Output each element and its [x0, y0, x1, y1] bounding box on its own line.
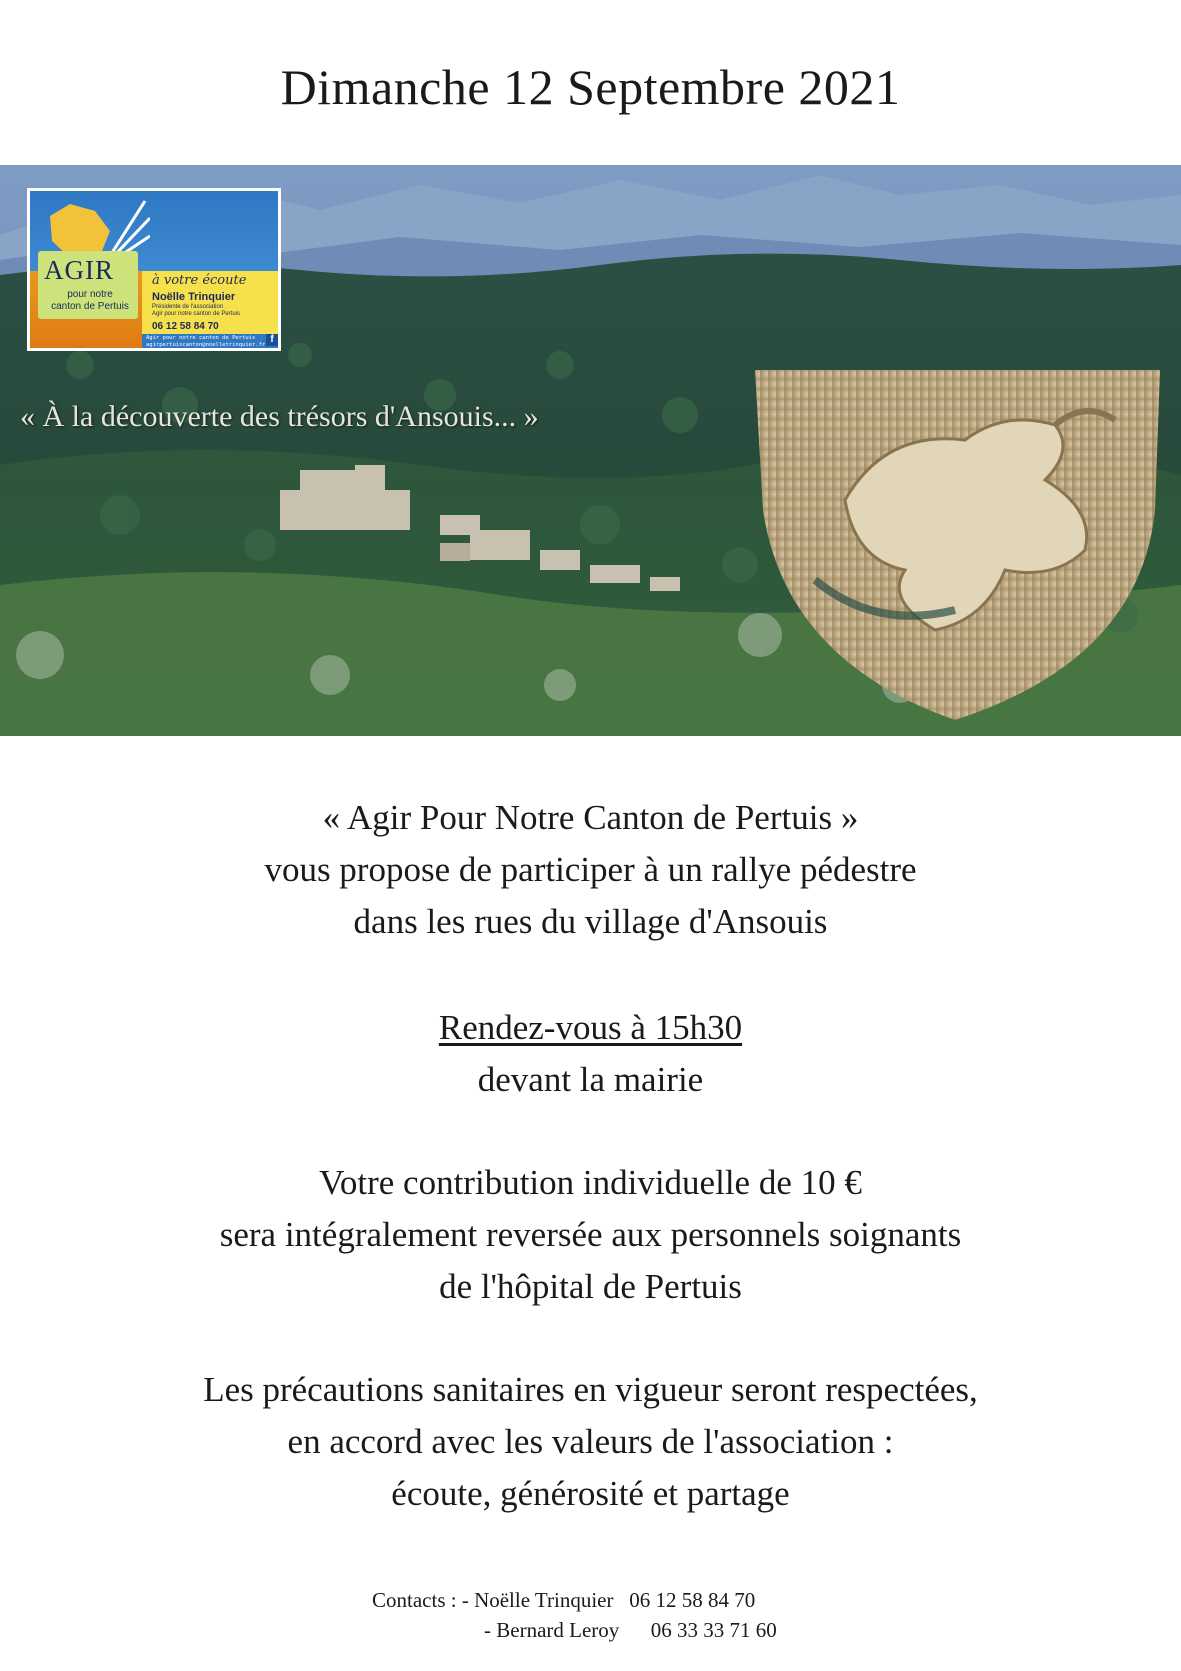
association-logo — [27, 188, 281, 351]
meeting-paragraph — [0, 1002, 1181, 1106]
intro-paragraph: « Agir Pour Notre Canton de Pertuis » vous propose de participer à un rallye pédestre dans les rues du village d'Ansouis — [264, 798, 917, 941]
precautions-paragraph: Les précautions sanitaires en vigueur seront respectées, en accord avec les valeurs de l'association : écoute, générosité et partage — [203, 1370, 978, 1513]
logo-subtitle: pour notre canton de Pertuis — [51, 289, 129, 312]
contact-phone: 06 33 33 71 60 — [650, 1618, 777, 1642]
logo-brand: AGIR — [44, 255, 114, 285]
facebook-icon: f — [266, 334, 278, 346]
contact-name: - Noëlle Trinquier — [461, 1588, 614, 1612]
logo-role: Présidente de l'association Agir pour notre canton de Pertuis — [152, 304, 241, 317]
logo-phone: 06 12 58 84 70 — [152, 321, 219, 332]
contacts-label: Contacts : — [372, 1588, 457, 1612]
logo-name: Noëlle Trinquier — [152, 291, 236, 303]
banner-quote: « À la découverte des trésors d'Ansouis... » — [20, 400, 539, 433]
contact-name: - Bernard Leroy — [484, 1618, 620, 1642]
contribution-paragraph: Votre contribution individuelle de 10 € sera intégralement reversée aux personnels soignants de l'hôpital de Pertuis — [219, 1163, 962, 1306]
meeting-time: Rendez-vous à 15h30 — [438, 1008, 743, 1047]
contacts-block — [372, 1585, 777, 1645]
contact-phone: 06 12 58 84 70 — [629, 1588, 756, 1612]
meeting-place: devant la mairie — [477, 1060, 704, 1099]
logo-contact-strip: Agir pour notre canton de Pertuis agirpertuiscanton@noelletrinquier.fr — [146, 335, 266, 348]
banner-photo — [0, 165, 1181, 736]
logo-slogan: à votre écoute — [152, 273, 247, 288]
page-title: Dimanche 12 Septembre 2021 — [280, 59, 901, 115]
